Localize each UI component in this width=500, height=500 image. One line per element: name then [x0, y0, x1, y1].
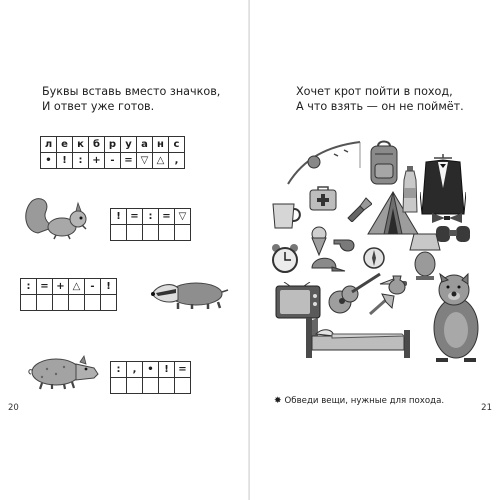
key-symbol: :: [73, 153, 89, 169]
badger-illustration: [148, 276, 230, 312]
instruction-star-icon: ✸: [274, 396, 282, 406]
poem-line: А что взять — он не поймёт.: [296, 100, 464, 113]
page-number-left: 20: [8, 403, 19, 413]
bed-icon[interactable]: [302, 316, 414, 362]
answer-cell[interactable]: [127, 378, 143, 394]
answer-cell[interactable]: [159, 378, 175, 394]
axe-icon[interactable]: [366, 292, 396, 316]
first-aid-kit-icon[interactable]: [308, 186, 338, 212]
puzzle-symbols-row: [111, 209, 191, 225]
answer-cell[interactable]: [69, 295, 85, 311]
puzzle-symbol: !: [159, 362, 175, 378]
key-symbol: △: [153, 153, 169, 169]
suit-icon[interactable]: [420, 152, 466, 218]
left-page: [0, 0, 249, 500]
puzzle-symbol: △: [69, 279, 85, 295]
key-symbol: =: [121, 153, 137, 169]
answer-cell[interactable]: [101, 295, 117, 311]
key-symbol: +: [89, 153, 105, 169]
squirrel-puzzle: [110, 208, 191, 241]
answer-cell[interactable]: [143, 225, 159, 241]
answer-cell[interactable]: [111, 378, 127, 394]
puzzle-symbol: ,: [127, 362, 143, 378]
bottle-icon[interactable]: [400, 166, 420, 214]
squirrel-illustration: [20, 193, 98, 243]
answer-cell[interactable]: [127, 225, 143, 241]
whistle-icon[interactable]: [332, 236, 356, 252]
poem-line: Буквы вставь вместо значков,: [42, 85, 221, 98]
key-symbols-row: [41, 153, 185, 169]
backpack-icon[interactable]: [368, 140, 400, 186]
key-letter: р: [105, 137, 121, 153]
puzzle-answer-row[interactable]: [111, 378, 191, 394]
puzzle-symbol: !: [111, 209, 127, 225]
answer-cell[interactable]: [37, 295, 53, 311]
answer-cell[interactable]: [159, 225, 175, 241]
key-letter: у: [121, 137, 137, 153]
key-letter: с: [169, 137, 185, 153]
answer-cell[interactable]: [175, 378, 191, 394]
answer-cell[interactable]: [111, 225, 127, 241]
right-poem: [296, 84, 464, 114]
puzzle-symbol: :: [143, 209, 159, 225]
boar-puzzle: [110, 361, 191, 394]
puzzle-answer-row[interactable]: [111, 225, 191, 241]
puzzle-answer-row[interactable]: [21, 295, 117, 311]
left-poem: [42, 84, 220, 114]
puzzle-symbol: !: [101, 279, 117, 295]
mole-illustration: [426, 272, 486, 362]
puzzle-symbol: :: [111, 362, 127, 378]
poem-line: И ответ уже готов.: [42, 100, 155, 113]
badger-puzzle: [20, 278, 117, 311]
page-number-right: 21: [481, 403, 492, 413]
key-letters-row: [41, 137, 185, 153]
puzzle-symbol: =: [127, 209, 143, 225]
key-letter: б: [89, 137, 105, 153]
puzzle-symbol: :: [21, 279, 37, 295]
key-letter: а: [137, 137, 153, 153]
key-symbol: !: [57, 153, 73, 169]
alarm-clock-icon[interactable]: [270, 243, 300, 275]
boar-illustration: [22, 352, 102, 392]
puzzle-symbol: =: [175, 362, 191, 378]
key-symbol: -: [105, 153, 121, 169]
bow-tie-icon[interactable]: [430, 212, 464, 224]
compass-icon[interactable]: [362, 246, 386, 270]
poem-line: Хочет крот пойти в поход,: [296, 85, 453, 98]
key-symbol: ▽: [137, 153, 153, 169]
puzzle-symbol: •: [143, 362, 159, 378]
right-page: [250, 0, 500, 500]
puzzle-symbol: -: [85, 279, 101, 295]
key-letter: л: [41, 137, 57, 153]
answer-cell[interactable]: [85, 295, 101, 311]
instruction-text: [274, 396, 444, 406]
puzzle-symbol: +: [53, 279, 69, 295]
key-letter: е: [57, 137, 73, 153]
key-letter: н: [153, 137, 169, 153]
puzzle-symbols-row: [111, 362, 191, 378]
answer-cell[interactable]: [21, 295, 37, 311]
answer-cell[interactable]: [143, 378, 159, 394]
answer-cell[interactable]: [175, 225, 191, 241]
key-symbol: ,: [169, 153, 185, 169]
key-symbol: •: [41, 153, 57, 169]
mug-icon[interactable]: [270, 200, 304, 230]
puzzle-symbols-row: [21, 279, 117, 295]
fishing-rod-icon[interactable]: [284, 138, 364, 186]
puzzle-symbol: =: [159, 209, 175, 225]
cipher-key-table: [40, 136, 185, 169]
puzzle-symbol: ▽: [175, 209, 191, 225]
puzzle-symbol: =: [37, 279, 53, 295]
answer-cell[interactable]: [53, 295, 69, 311]
instruction-label: Обведи вещи, нужные для похода.: [284, 396, 445, 406]
key-letter: к: [73, 137, 89, 153]
